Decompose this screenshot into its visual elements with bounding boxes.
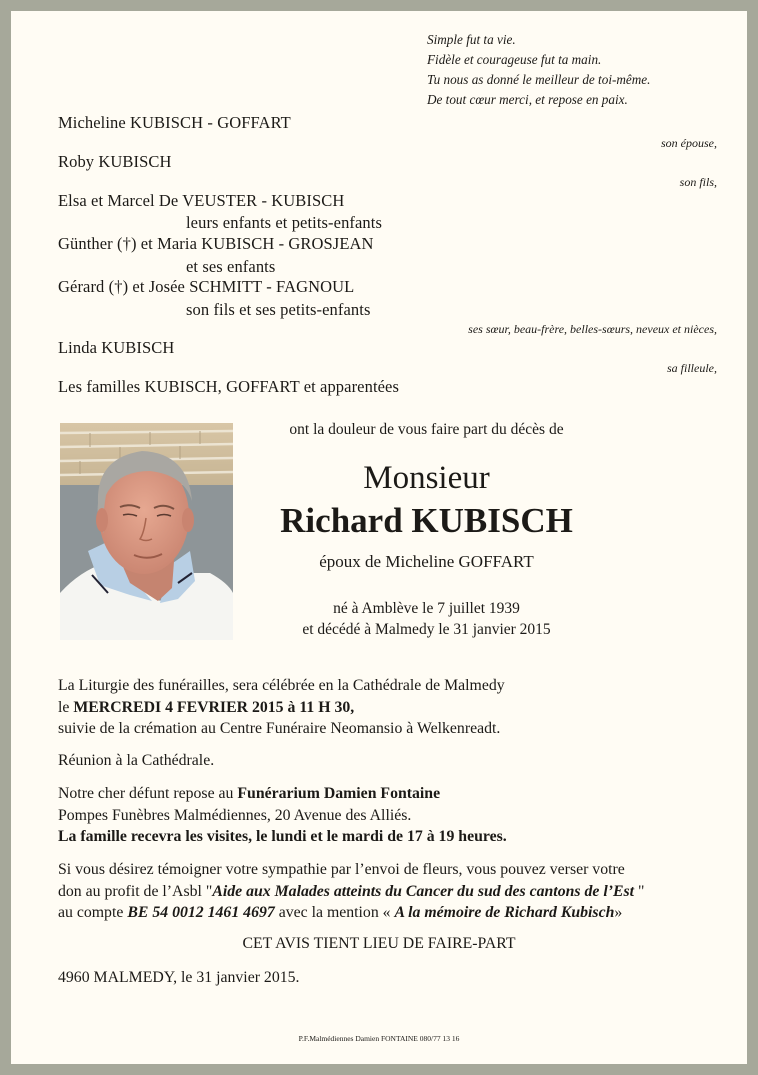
portrait-photo [60, 423, 233, 640]
deceased-name: Richard KUBISCH [280, 501, 573, 540]
family-sibling-1: Elsa et Marcel De VEUSTER - KUBISCH [58, 191, 345, 210]
role-spouse: son épouse, [661, 136, 717, 150]
family-sibling-3: Gérard (†) et Josée SCHMITT - FAGNOUL [58, 277, 355, 296]
role-son: son fils, [679, 175, 717, 189]
funeral-home: Funérarium Damien Fontaine [237, 785, 441, 802]
family-sibling-2: Günther (†) et Maria KUBISCH - GROSJEAN [58, 234, 374, 253]
notice: CET AVIS TIENT LIEU DE FAIRE-PART [242, 935, 516, 952]
poem-line: Fidèle et courageuse fut ta main. [427, 52, 602, 67]
poem-line: Tu nous as donné le meilleur de toi-même. [427, 72, 651, 87]
deceased-title: Monsieur [363, 460, 490, 496]
role-siblings: ses sœur, beau-frère, belles-sœurs, neveux et nièces, [468, 322, 717, 336]
donation-line-2 [58, 883, 644, 901]
donation-line-3 [58, 904, 622, 922]
portrait-photo-icon [60, 423, 233, 640]
deceased-spouse: époux de Micheline GOFFART [319, 552, 534, 571]
family-spouse: Micheline KUBISCH - GOFFART [58, 113, 291, 132]
family-sibling-2-descendants: et ses enfants [186, 257, 276, 276]
meeting-info: Réunion à la Cathédrale. [58, 752, 215, 769]
donation-prefix: don au profit de l’Asbl " [58, 883, 213, 900]
family-goddaughter: Linda KUBISCH [58, 338, 175, 357]
donation-suffix: " [634, 883, 645, 900]
mention-prefix: avec la mention « [274, 904, 395, 921]
poem-line: Simple fut ta vie. [427, 32, 516, 47]
mention-suffix: » [614, 904, 623, 921]
bank-account: BE 54 0012 1461 4697 [127, 904, 275, 921]
visitation-normal: le lundi et le mardi [252, 828, 388, 845]
ceremony-line-3: suivie de la crémation au Centre Funéraire Neomansio à Welkenreadt. [58, 720, 501, 737]
visitation-hours: de 17 à 19 heures. [387, 828, 507, 845]
visitation-line-3 [58, 828, 507, 846]
announcement-intro: ont la douleur de vous faire part du décès de [289, 421, 564, 438]
ceremony-prefix: le [58, 699, 74, 716]
visitation-prefix: Notre cher défunt repose au [58, 785, 238, 802]
death-info: et décédé à Malmedy le 31 janvier 2015 [302, 621, 551, 638]
place-date: 4960 MALMEDY, le 31 janvier 2015. [58, 969, 300, 986]
family-son: Roby KUBISCH [58, 152, 172, 171]
visitation-line-1 [58, 785, 440, 803]
obituary-page [11, 11, 747, 1064]
ceremony-date: MERCREDI 4 FEVRIER 2015 à 11 H 30, [73, 699, 355, 716]
account-prefix: au compte [58, 904, 128, 921]
visitation-bold-1: La famille recevra les visites, [58, 828, 253, 845]
charity-name: Aide aux Malades atteints du Cancer du sud des cantons de l’Est [212, 883, 635, 900]
family-relatives: Les familles KUBISCH, GOFFART et apparentées [58, 377, 399, 396]
visitation-line-2: Pompes Funèbres Malmédiennes, 20 Avenue des Alliés. [58, 807, 412, 824]
donation-line-1: Si vous désirez témoigner votre sympathie par l’envoi de fleurs, vous pouvez verser votre [58, 861, 625, 878]
poem [427, 30, 650, 110]
footer-credit: P.F.Malmédiennes Damien FONTAINE 080/77 13 16 [298, 1034, 460, 1043]
ceremony-line-1: La Liturgie des funérailles, sera célébrée en la Cathédrale de Malmedy [58, 677, 505, 694]
poem-line: De tout cœur merci, et repose en paix. [427, 92, 628, 107]
birth-info: né à Amblève le 7 juillet 1939 [333, 600, 520, 617]
family-sibling-3-descendants: son fils et ses petits-enfants [186, 300, 371, 319]
family-sibling-1-descendants: leurs enfants et petits-enfants [186, 213, 382, 232]
role-goddaughter: sa filleule, [667, 361, 717, 375]
donation-mention: A la mémoire de Richard Kubisch [394, 904, 615, 921]
ceremony-line-2 [58, 699, 354, 717]
